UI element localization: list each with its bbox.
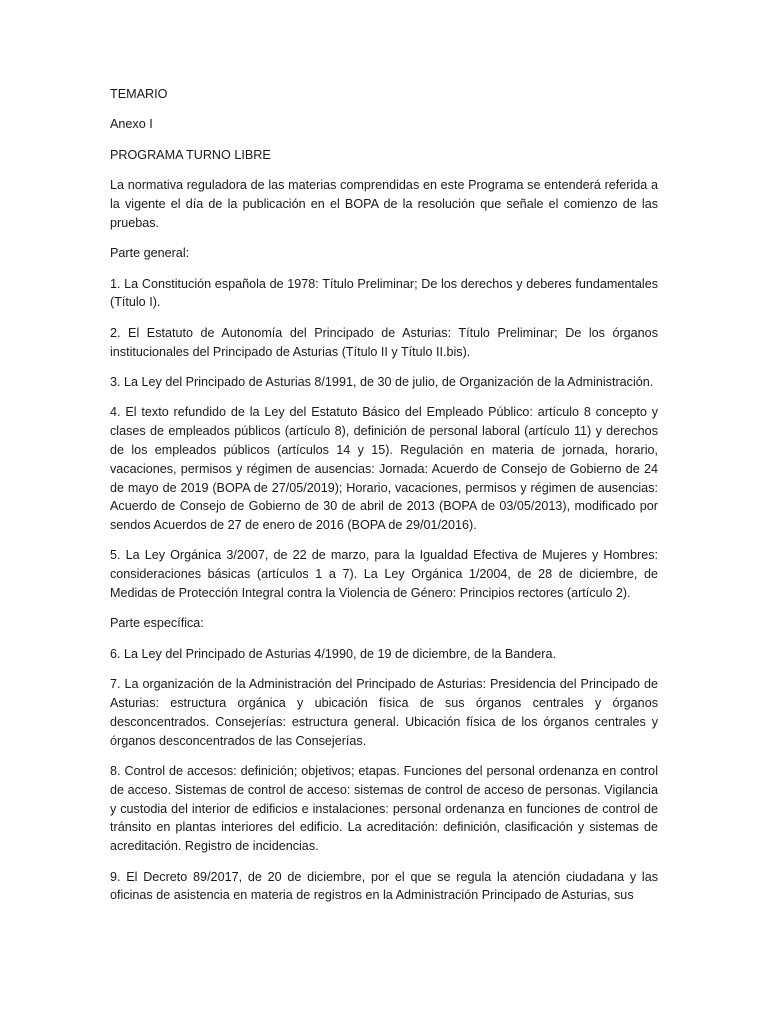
- document-body: [110, 85, 658, 917]
- topic-item-1: 1. La Constitución española de 1978: Título Preliminar; De los derechos y deberes fundamentales (Título I).: [110, 276, 658, 310]
- intro-paragraph: La normativa reguladora de las materias comprendidas en este Programa se entenderá referida a la vigente el día de la publicación en el BOPA de la resolución que señale el comienzo de las pruebas.: [110, 178, 658, 230]
- topic-item-6: 6. La Ley del Principado de Asturias 4/1990, de 19 de diciembre, de la Bandera.: [110, 646, 556, 661]
- topic-item-8: 8. Control de accesos: definición; objetivos; etapas. Funciones del personal ordenanza en control de acceso. Sistemas de control de acceso: sistemas de control de acceso de personas. Vigilancia y custodia del interior de edificios e instalaciones: personal ordenanza en funciones de control de tránsito en plantas interiores del edificio. La acreditación: definición, clasificación y sistemas de acreditación. Registro de incidencias.: [110, 764, 658, 854]
- program-title: PROGRAMA TURNO LIBRE: [110, 147, 271, 162]
- topic-item-9: 9. El Decreto 89/2017, de 20 de diciembre, por el que se regula la atención ciudadana y las oficinas de asistencia en materia de registros en la Administración Principado de Asturias, sus: [110, 869, 658, 903]
- topic-item-7: 7. La organización de la Administración del Principado de Asturias: Presidencia del Principado de Asturias: estructura orgánica y ubicación física de sus órganos centrales y órganos desconcentrados. Consejerías: estructura general. Ubicación física de los órganos centrales y órganos desconcentrados de las Consejerías.: [110, 677, 658, 748]
- specific-section-heading: Parte específica:: [110, 616, 204, 631]
- general-section-heading: Parte general:: [110, 246, 190, 261]
- topic-item-3: 3. La Ley del Principado de Asturias 8/1991, de 30 de julio, de Organización de la Administración.: [110, 374, 654, 389]
- topic-item-4: 4. El texto refundido de la Ley del Estatuto Básico del Empleado Público: artículo 8 concepto y clases de empleados públicos (artículo 8), definición de personal laboral (artículo 11) y derechos de los empleados públicos (artículos 14 y 15). Regulación en materia de jornada, horario, vacaciones, permisos y régimen de ausencias: Jornada: Acuerdo de Consejo de Gobierno de 24 de mayo de 2019 (BOPA de 27/05/2019); Horario, vacaciones, permisos y régimen de ausencias: Acuerdo de Consejo de Gobierno de 30 de abril de 2013 (BOPA de 03/05/2013), modificado por sendos Acuerdos de 27 de enero de 2016 (BOPA de 29/01/2016).: [110, 405, 658, 533]
- topic-item-2: 2. El Estatuto de Autonomía del Principado de Asturias: Título Preliminar; De los órganos institucionales del Principado de Asturias (Título II y Título II.bis).: [110, 325, 658, 359]
- annex-label: Anexo I: [110, 117, 153, 132]
- topic-item-5: 5. La Ley Orgánica 3/2007, de 22 de marzo, para la Igualdad Efectiva de Mujeres y Hombres: consideraciones básicas (artículos 1 a 7). La Ley Orgánica 1/2004, de 28 de diciembre, de Medidas de Protección Integral contra la Violencia de Género: Principios rectores (artículo 2).: [110, 548, 658, 601]
- doc-heading: TEMARIO: [110, 87, 168, 101]
